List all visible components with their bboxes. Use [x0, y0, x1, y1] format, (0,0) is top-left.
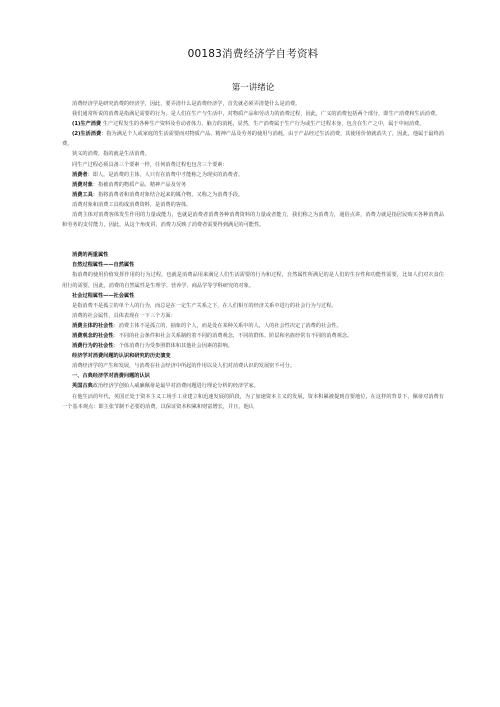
paragraph-text: 我们通常所说的消费是指满足需要的行为，是人们在生产与生活中，对物质产品和劳动力的消费过程，因此，广义的消费包括两个部分，即生产消费和生活消费。 [72, 111, 441, 118]
paragraph-text: 狭义的消费，指的就是生活消费。 [72, 151, 150, 158]
document-title: 00183消费经济学自考资料 [187, 48, 319, 60]
paragraph-text: ：指被消费的物质产品、精神产品及劳务 [92, 181, 187, 188]
spacer [62, 230, 444, 250]
paragraph [62, 392, 444, 412]
paragraph-text: 消费的社会属性，具体表现在一下三个方面： [72, 312, 176, 319]
paragraph-text: ：不同的社会条件和社会关系制约着不同的消费观念，不同的群体、阶层和名族经常有不同的消费观念。 [113, 332, 353, 339]
paragraph-text: ：指将消费者和消费对象结合起来的媒介物，又称之为消费手段。 [92, 191, 244, 198]
paragraph [62, 149, 444, 159]
paragraph-lead: 消费主体的社会性 [72, 322, 114, 329]
paragraph [62, 170, 444, 180]
paragraph [62, 351, 444, 361]
paragraph-block-intro [62, 99, 444, 230]
paragraph [62, 361, 444, 371]
paragraph-lead: (2)生活消费 [72, 131, 102, 138]
paragraph-text: 生产过程发生的各种生产资料及劳动者体力、脑力的消耗，显然，生产消费属于生产行为或生产过程本身，包含在生产之中，属于中间消费。 [101, 121, 425, 128]
paragraph [62, 109, 444, 119]
paragraph-lead: 消费观念的社会性 [72, 332, 114, 339]
document-page [62, 46, 444, 412]
paragraph [62, 341, 444, 351]
paragraph [62, 99, 444, 109]
paragraph [62, 270, 444, 290]
paragraph-text: 消费经济学是研究消费的经济学，因此，要弄清什么是消费经济学，首先就必须弄清楚什么是消费。 [72, 101, 301, 107]
paragraph-lead: 消费对象 [72, 181, 93, 188]
paragraph-text: 消费经济学的产生和发展，与消费在社会经济中所起的作用以及人们对消费认识的发展密不可分。 [72, 363, 296, 370]
paragraph-lead: 消费行为的社会性 [72, 343, 114, 350]
paragraph [62, 331, 444, 341]
paragraph-text: ：消费主体不是孤立的，抽象的个人，而是处在某种关系中的人，人的社会性决定了消费的社会性。 [113, 322, 342, 329]
paragraph-lead: 一、古典经济学对消费问题的认识 [72, 373, 150, 380]
paragraph [62, 200, 444, 210]
paragraph-lead: 英国古典 [72, 383, 93, 390]
paragraph-lead: 经济学对消费问题的认识和研究的历史演变 [72, 353, 171, 360]
paragraph-block-attributes [62, 250, 444, 412]
paragraph [62, 260, 444, 270]
paragraph-text: 政治经济学创始人威廉佩蒂是最早对消费问题进行理论分析的经济学家。 [92, 383, 259, 390]
paragraph [62, 291, 444, 301]
paragraph [62, 210, 444, 230]
paragraph-lead: 消费者 [72, 171, 88, 178]
paragraph [62, 301, 444, 311]
paragraph-lead: 消费的两重属性 [72, 252, 109, 259]
paragraph-text: 指消费的使用价值发挥作用的行为过程，也就是消费品用来满足人们生活需要的行为和过程，自然属性所满足的是人们的生存性和功能性需要，比如人们对衣食住用行的需要，因此，消费的自然属性是生理学、营养学、商品学等学科研究的对象。 [62, 272, 444, 289]
paragraph [62, 119, 444, 129]
paragraph-lead: 自然过程属性——自然属性 [72, 262, 135, 269]
paragraph-text: ：指为满足个人或家庭的生活需要而对物质产品、精神产品及劳务的使用与消耗，由于产品经过生活消费，其使用价值就消失了，因此，他属于最终消费。 [62, 131, 444, 148]
paragraph-lead: 社会过程属性——社会属性 [72, 292, 135, 299]
paragraph-lead: 消费工具 [72, 191, 93, 198]
paragraph-text: 在他生活的年代，英国正处于资本主义工场手工业建立和迅速发展的阶段，为了加速资本主义的发展，资本积累被提到首要地位，在这样的背景下，佩蒂对消费有一个基本观点：即主张节制不必要的消费，以保证资本积累和财富增长，并且，他认 [62, 393, 444, 410]
paragraph [62, 129, 444, 149]
paragraph [62, 250, 444, 260]
paragraph [62, 160, 444, 170]
paragraph [62, 190, 444, 200]
paragraph-text: 消费主体对消费客体发生作用的力量或能力，也就是消费者消费各种消费资料的力量或者能力，我们称之为消费力，通俗点讲，消费力就是指居民购买各种消费品和劳务的支付能力，因此，从这个角度讲，消费力反映了消费者需要得到满足的可能性。 [62, 212, 444, 229]
paragraph [62, 311, 444, 321]
paragraph-text: 同生产过程必须具备三个要素一样，任何消费过程也包含三个要素： [72, 161, 228, 168]
paragraph-text: ：即人，是消费的主体，人只有在消费中才能称之为现实的消费者。 [87, 171, 244, 178]
paragraph [62, 381, 444, 391]
section-title: 第一讲绪论 [231, 83, 275, 93]
paragraph [62, 371, 444, 381]
paragraph [62, 321, 444, 331]
paragraph-text: 消费对象和消费工具构成消费资料，是消费的客体。 [72, 201, 192, 208]
paragraph-text: ：个体消费行为受参照群体和其他社会因素的影响。 [113, 343, 233, 350]
paragraph-text: 是指消费不是孤立的单个人的行为，而总是在一定生产关系之下，在人们相互的经济关系中进行的社会行为与过程。 [72, 302, 337, 309]
paragraph [62, 180, 444, 190]
paragraph-lead: (1)生产消费 [72, 121, 102, 128]
